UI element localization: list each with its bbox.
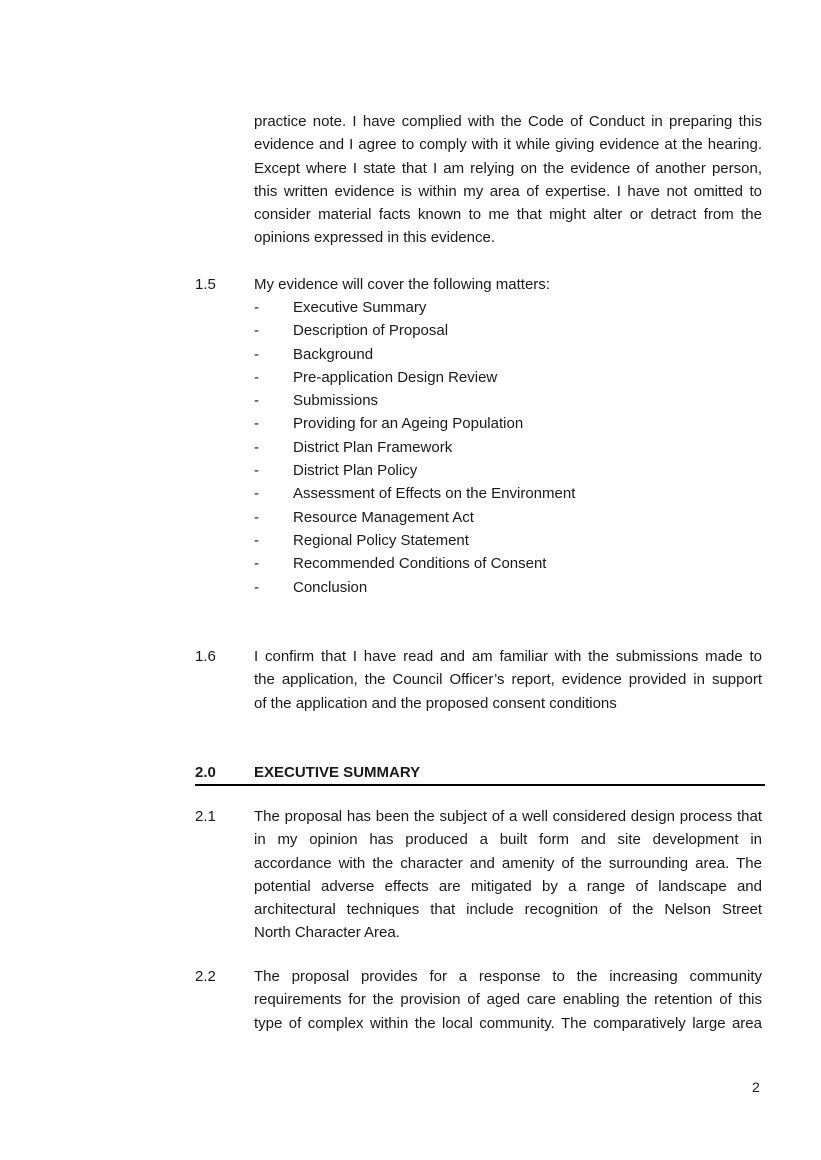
list-item-text: Recommended Conditions of Consent <box>293 555 547 573</box>
list-item-text: Pre-application Design Review <box>293 368 498 386</box>
bullet-dash: - <box>254 462 259 480</box>
paragraph-line: North Character Area. <box>254 924 400 942</box>
paragraph-line: potential adverse effects are mitigated by a range of landscape and <box>254 877 762 895</box>
paragraph-2-2 <box>254 965 762 1035</box>
section-number: 2.0 <box>195 764 216 781</box>
list-item-text: Submissions <box>293 392 379 410</box>
paragraph-line: My evidence will cover the following matters: <box>254 276 550 293</box>
page-number: 2 <box>752 1079 760 1095</box>
bullet-dash: - <box>254 299 259 316</box>
section-rule <box>195 784 765 786</box>
list-item-text: District Plan Policy <box>293 462 418 480</box>
paragraph-line: opinions expressed in this evidence. <box>254 229 495 247</box>
bullet-dash: - <box>254 508 259 526</box>
list-item-text: Providing for an Ageing Population <box>293 415 524 433</box>
list-item-text: Description of Proposal <box>293 322 449 340</box>
paragraph-line: I confirm that I have read and am familiar with the submissions made to <box>254 648 762 665</box>
bullet-dash: - <box>254 345 259 363</box>
bullet-dash: - <box>254 485 259 503</box>
paragraph-line: type of complex within the local community. The comparatively large area <box>254 1014 762 1032</box>
list-item-text: Assessment of Effects on the Environment <box>293 485 576 503</box>
bullet-dash: - <box>254 438 259 456</box>
paragraph-line: evidence and I agree to comply with it while giving evidence at the hearing. <box>254 136 762 154</box>
section-title: EXECUTIVE SUMMARY <box>254 764 421 781</box>
paragraph-number: 2.2 <box>195 968 216 985</box>
paragraph-line: of the application and the proposed consent conditions <box>254 694 617 712</box>
paragraph-line: requirements for the provision of aged care enabling the retention of this <box>254 991 762 1009</box>
paragraph-line: in my opinion has produced a built form and site development in <box>254 831 762 849</box>
paragraph-intro <box>254 110 762 250</box>
paragraph-line: Except where I state that I am relying on the evidence of another person, <box>254 159 762 177</box>
list-item-text: Background <box>293 345 374 363</box>
bullet-dash: - <box>254 415 259 433</box>
list-item-text: Conclusion <box>293 578 368 596</box>
bullet-dash: - <box>254 392 259 410</box>
paragraph-line: The proposal has been the subject of a well considered design process that <box>254 808 762 825</box>
paragraph-line: accordance with the character and amenity of the surrounding area. The <box>254 854 762 872</box>
paragraph-line: consider material facts known to me that might alter or detract from the <box>254 206 762 224</box>
list-item-text: Regional Policy Statement <box>293 531 469 549</box>
paragraph-1-5 <box>254 273 762 296</box>
paragraph-line: practice note. I have complied with the Code of Conduct in preparing this <box>254 113 762 130</box>
list-item-text: Resource Management Act <box>293 508 474 526</box>
bullet-dash: - <box>254 555 259 573</box>
paragraph-line: the application, the Council Officer’s report, evidence provided in support <box>254 671 762 689</box>
paragraph-number: 1.5 <box>195 276 216 293</box>
paragraph-line: this written evidence is within my area of expertise. I have not omitted to <box>254 182 762 200</box>
bullet-dash: - <box>254 578 259 596</box>
list-item-text: District Plan Framework <box>293 438 453 456</box>
bullet-dash: - <box>254 368 259 386</box>
bullet-dash: - <box>254 322 259 340</box>
bullet-dash: - <box>254 531 259 549</box>
list-item-text: Executive Summary <box>293 299 427 316</box>
paragraph-1-6 <box>254 645 762 715</box>
paragraph-2-1 <box>254 805 762 945</box>
paragraph-number: 1.6 <box>195 648 216 665</box>
paragraph-line: architectural techniques that include recognition of the Nelson Street <box>254 901 762 919</box>
paragraph-line: The proposal provides for a response to the increasing community <box>254 968 762 985</box>
paragraph-number: 2.1 <box>195 808 216 825</box>
